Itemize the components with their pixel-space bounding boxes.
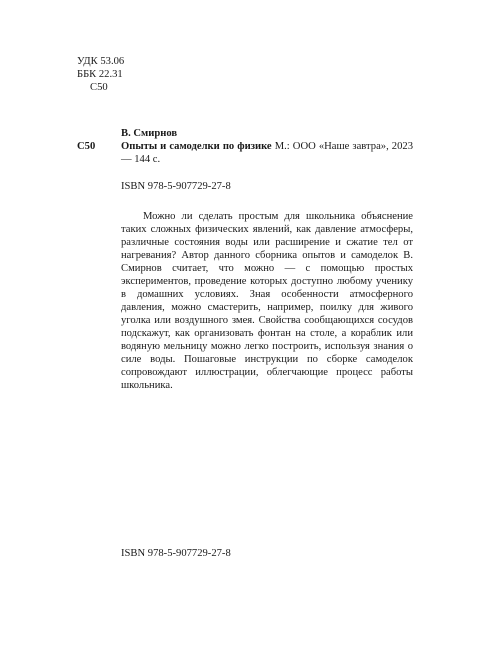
author-name: В. Смирнов (121, 128, 178, 139)
author-mark: С50 (90, 82, 108, 93)
catalog-entry (77, 127, 413, 193)
classification-codes (77, 55, 124, 94)
annotation-text: Можно ли сделать простым для школьника объяснение таких сложных физических явлений, как давление атмосферы, различные состояния воды или расширение и сжатие тел от нагревания? Автор данного сборника опытов и самоделок В. Смирнов считает, что можно — с помощью простых экспериментов, проведение которых доступно любому ученику в домашних условиях. Зная особенности атмосферного давления, можно смастерить, например, поилку для живого уголка или воздушного змея. Свойства сообщающихся сосудов подскажут, как организовать фонтан на столе, а кораблик или водяную мельницу можно легко построить, используя знания о силе воды. Пошаговые инструкции по сборке самоделок сопровождают иллюстрации, облегчающие процесс работы школьника. (121, 211, 413, 391)
book-title: Опыты и самоделки по физике (121, 141, 272, 152)
udk-code: УДК 53.06 (77, 56, 125, 67)
isbn-top: ISBN 978-5-907729-27-8 (121, 181, 231, 192)
entry-body (121, 140, 413, 166)
entry-mark: С50 (77, 141, 96, 152)
annotation (121, 210, 413, 392)
book-imprint: М.: ООО «Наше завтра», 2023 — 144 с. (121, 141, 413, 165)
isbn-bottom: ISBN 978-5-907729-27-8 (121, 548, 231, 559)
bibliographic-record (77, 140, 413, 166)
bbk-code: ББК 22.31 (77, 69, 123, 80)
